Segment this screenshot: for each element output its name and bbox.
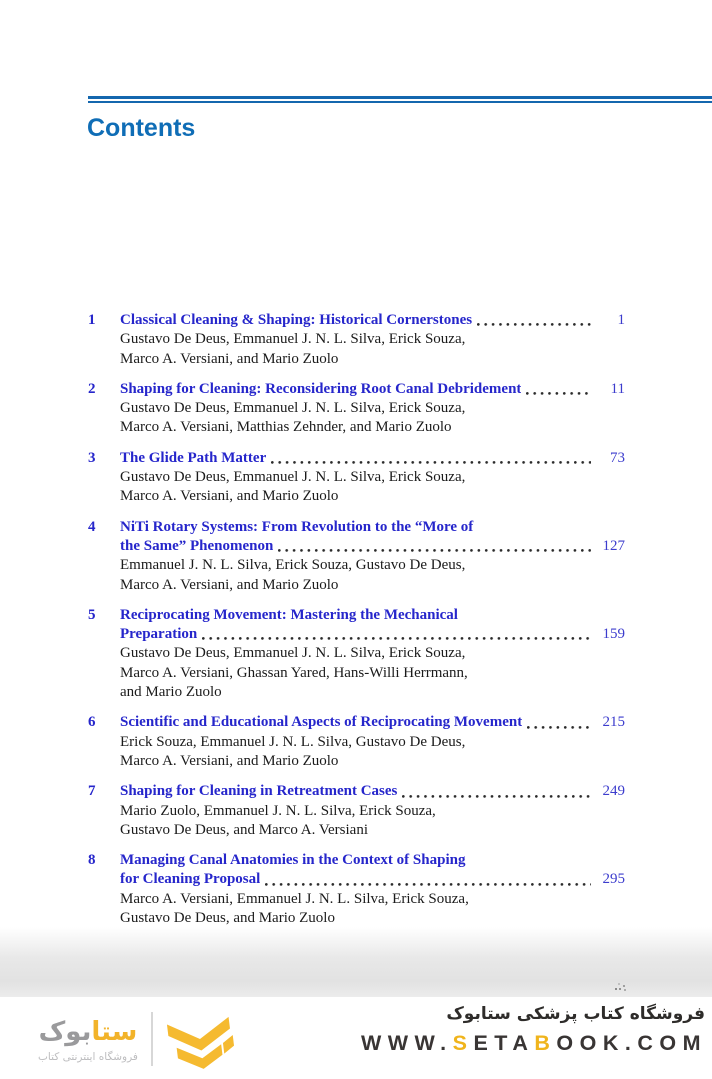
toc-entry [88, 713, 625, 771]
chapter-title-row [120, 713, 625, 732]
toc-entry [88, 449, 625, 507]
chapter-authors-line: Gustavo De Deus, and Mario Zuolo [120, 910, 335, 927]
url-highlight-letter: S [452, 1031, 474, 1055]
chapter-page-number: 295 [602, 871, 625, 888]
double-chevron-icon [164, 1007, 236, 1071]
footer-right-block [361, 1004, 707, 1056]
watermark-footer [0, 997, 712, 1079]
chapter-body [120, 311, 625, 369]
chapter-body [120, 518, 625, 595]
chapter-authors-line: Emmanuel J. N. L. Silva, Erick Souza, Gustavo De Deus, [120, 557, 466, 574]
dot-leader [477, 322, 591, 327]
page-title: Contents [87, 114, 196, 142]
chapter-title-row [120, 537, 625, 556]
dot-leader [527, 725, 591, 730]
chapter-authors-line: Gustavo De Deus, Emmanuel J. N. L. Silva, Erick Souza, [120, 469, 466, 486]
chapter-page-number: 159 [602, 626, 625, 643]
chapter-title-row [120, 625, 625, 644]
chapter-title-row [120, 870, 625, 889]
chapter-title-line: Managing Canal Anatomies in the Context of Shaping [120, 852, 466, 869]
chapter-authors-line: Marco A. Versiani, and Mario Zuolo [120, 576, 339, 593]
store-name-fa: فروشگاه کتاب پزشکی ستابوک [446, 1004, 705, 1024]
website-url [361, 1031, 707, 1056]
chapter-body [120, 380, 625, 438]
chapter-authors-line: Marco A. Versiani, and Mario Zuolo [120, 752, 339, 769]
chapter-number: 1 [88, 312, 96, 328]
toc-entry [88, 311, 625, 369]
chapter-title-line: Reciprocating Movement: Mastering the Mechanical [120, 606, 458, 623]
dot-leader [202, 636, 591, 641]
chapter-number: 4 [88, 518, 96, 535]
chapter-number: 3 [88, 449, 96, 466]
dot-leader [402, 794, 591, 799]
chapter-title-line: for Cleaning Proposal [120, 871, 261, 888]
toc-entry [88, 606, 625, 702]
dot-leader [526, 391, 591, 396]
chapter-title-line: Shaping for Cleaning in Retreatment Cases [120, 783, 398, 800]
chapter-body [120, 606, 625, 702]
url-letters: WWW. [360, 1031, 453, 1055]
chapter-title-row [120, 782, 625, 801]
logo-wordmark [39, 1016, 138, 1048]
url-letters: OOK.COM [556, 1031, 707, 1055]
page-bottom-shadow [0, 927, 712, 997]
toc-entry [88, 782, 625, 840]
chapter-page-number: 11 [610, 380, 625, 397]
chapter-page-number: 249 [602, 783, 625, 800]
dot-leader [278, 548, 591, 553]
chapter-title-line: the Same” Phenomenon [120, 537, 274, 554]
dot-leader [271, 460, 591, 465]
chapter-title-line: Shaping for Cleaning: Reconsidering Root Canal Debridement [120, 380, 522, 397]
dot-leader [265, 882, 591, 887]
chapter-authors-line: Gustavo De Deus, and Marco A. Versiani [120, 821, 369, 838]
chapter-title-line: Classical Cleaning & Shaping: Historical Cornerstones [120, 312, 473, 328]
logo-wordmark-yellow: ستا [91, 1016, 138, 1047]
chapter-authors-line: Gustavo De Deus, Emmanuel J. N. L. Silva, Erick Souza, [120, 400, 466, 417]
chapter-body [120, 851, 625, 928]
chapter-number: 7 [88, 783, 96, 800]
chapter-body [120, 782, 625, 840]
chapter-authors-line: Marco A. Versiani, and Mario Zuolo [120, 488, 339, 505]
chapter-title-line: The Glide Path Matter [120, 449, 267, 466]
chapter-title-row [120, 449, 625, 468]
chapter-title-row [120, 311, 625, 330]
chapter-authors-line: Marco A. Versiani, Matthias Zehnder, and Mario Zuolo [120, 419, 452, 436]
toc-entry [88, 851, 625, 928]
chapter-authors-line: Erick Souza, Emmanuel J. N. L. Silva, Gustavo De Deus, [120, 733, 466, 750]
chapter-title-line: Scientific and Educational Aspects of Reciprocating Movement [120, 714, 523, 731]
toc-list [88, 311, 625, 939]
chapter-title-row [120, 380, 625, 399]
header-rule [88, 96, 712, 103]
chapter-title-line: NiTi Rotary Systems: From Revolution to the “More of [120, 518, 474, 535]
toc-entry [88, 380, 625, 438]
toc-entry [88, 518, 625, 595]
chapter-page-number: 127 [602, 537, 625, 554]
chapter-page-number: 1 [617, 312, 625, 328]
url-highlight-letter: B [534, 1031, 557, 1055]
chapter-authors-line: Marco A. Versiani, and Mario Zuolo [120, 350, 339, 367]
chapter-authors-line: Mario Zuolo, Emmanuel J. N. L. Silva, Erick Souza, [120, 802, 436, 819]
chapter-body [120, 713, 625, 771]
chapter-page-number: 215 [602, 714, 625, 731]
ink-smudge [615, 988, 617, 990]
setabook-logo [38, 1007, 236, 1071]
chapter-number: 8 [88, 852, 96, 869]
chapter-number: 2 [88, 380, 96, 397]
chapter-title-line: Preparation [120, 626, 198, 643]
chapter-authors-line: Gustavo De Deus, Emmanuel J. N. L. Silva, Erick Souza, [120, 645, 466, 662]
logo-text-block [38, 1016, 138, 1063]
chapter-authors-line: Marco A. Versiani, Ghassan Yared, Hans-Willi Herrmann, [120, 664, 468, 681]
chapter-number: 5 [88, 606, 96, 623]
logo-caption: فروشگاه اینترنتی کتاب [38, 1050, 138, 1063]
url-letters: ETA [473, 1031, 535, 1055]
chapter-authors-line: Gustavo De Deus, Emmanuel J. N. L. Silva, Erick Souza, [120, 331, 466, 348]
chapter-authors-line: and Mario Zuolo [120, 684, 222, 701]
chapter-authors-line: Marco A. Versiani, Emmanuel J. N. L. Silva, Erick Souza, [120, 890, 469, 907]
chapter-number: 6 [88, 714, 96, 731]
logo-divider [151, 1012, 153, 1066]
chapter-page-number: 73 [610, 449, 625, 466]
logo-wordmark-gray: بوک [38, 1016, 92, 1047]
chapter-body [120, 449, 625, 507]
